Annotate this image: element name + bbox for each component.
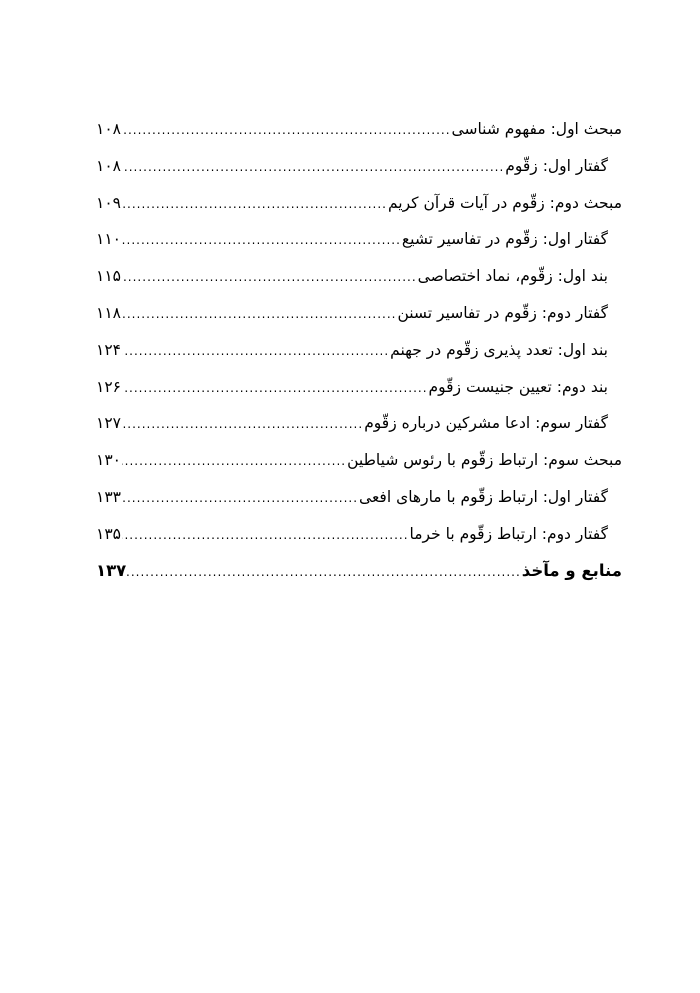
toc-entry-page: ۱۰۸ bbox=[96, 156, 121, 175]
toc-entry-title: گفتار دوم: ارتباط زقّوم با خرما bbox=[409, 524, 608, 543]
toc-entry-page: ۱۲۶ bbox=[96, 377, 121, 396]
toc-entry bbox=[96, 224, 622, 261]
toc-entry bbox=[96, 298, 622, 335]
toc-entry bbox=[96, 445, 622, 482]
dot-leader bbox=[122, 225, 401, 255]
toc-entry-title: منابع و مآخذ bbox=[521, 560, 622, 580]
dot-leader bbox=[122, 189, 387, 219]
dot-leader bbox=[122, 520, 409, 550]
dot-leader bbox=[122, 299, 396, 329]
dot-leader bbox=[122, 409, 363, 439]
toc-entry-page: ۱۳۳ bbox=[96, 487, 121, 506]
dot-leader bbox=[122, 336, 389, 366]
toc-entry-page: ۱۳۰ bbox=[96, 451, 121, 470]
toc-entry-title: مبحث اول: مفهوم شناسی bbox=[451, 120, 622, 138]
toc-entry bbox=[96, 408, 622, 445]
toc-entry bbox=[96, 151, 622, 188]
toc-entry-title: گفتار سوم: ادعا مشرکین درباره زقّوم bbox=[364, 414, 608, 433]
dot-leader bbox=[122, 115, 451, 145]
dot-leader bbox=[122, 262, 417, 292]
toc-entry-title: گفتار اول: زقّوم bbox=[505, 156, 608, 175]
toc-entry-title: بند دوم: تعیین جنیست زقّوم bbox=[428, 377, 608, 396]
toc-entry-page: ۱۲۴ bbox=[96, 340, 121, 359]
table-of-contents bbox=[96, 114, 622, 592]
toc-entry bbox=[96, 188, 622, 225]
toc-entry-title: گفتار اول: ارتباط زقّوم با مارهای افعی bbox=[359, 487, 608, 506]
toc-entry-title: گفتار دوم: زقّوم در تفاسیر تسنن bbox=[397, 303, 608, 322]
toc-entry-page: ۱۱۰ bbox=[96, 230, 121, 249]
dot-leader bbox=[122, 152, 504, 182]
dot-leader bbox=[122, 446, 346, 476]
toc-entry bbox=[96, 261, 622, 298]
toc-entry-page: ۱۳۵ bbox=[96, 524, 121, 543]
toc-entry-page: ۱۳۷ bbox=[96, 560, 127, 580]
toc-entry-title: مبحث دوم: زقّوم در آیات قرآن کریم bbox=[387, 193, 622, 212]
toc-entry-page: ۱۰۸ bbox=[96, 120, 121, 138]
toc-entry-page: ۱۲۷ bbox=[96, 414, 121, 433]
toc-entry-title: مبحث سوم: ارتباط زقّوم با رئوس شیاطین bbox=[347, 451, 622, 470]
toc-entry-title: بند اول: زقّوم، نماد اختصاصی bbox=[417, 267, 608, 286]
toc-entry-references bbox=[96, 556, 622, 593]
toc-entry bbox=[96, 335, 622, 372]
dot-leader bbox=[122, 373, 428, 403]
toc-entry-page: ۱۰۹ bbox=[96, 193, 121, 212]
toc-entry-page: ۱۱۵ bbox=[96, 267, 121, 286]
toc-entry-title: گفتار اول: زقّوم در تفاسیر تشیع bbox=[401, 230, 608, 249]
toc-entry-page: ۱۱۸ bbox=[96, 303, 121, 322]
toc-entry-title: بند اول: تعدد پذیری زقّوم در جهنم bbox=[390, 340, 608, 359]
toc-entry bbox=[96, 482, 622, 519]
dot-leader bbox=[127, 557, 521, 587]
toc-entry bbox=[96, 372, 622, 409]
toc-entry bbox=[96, 519, 622, 556]
toc-entry bbox=[96, 114, 622, 151]
dot-leader bbox=[122, 483, 358, 513]
